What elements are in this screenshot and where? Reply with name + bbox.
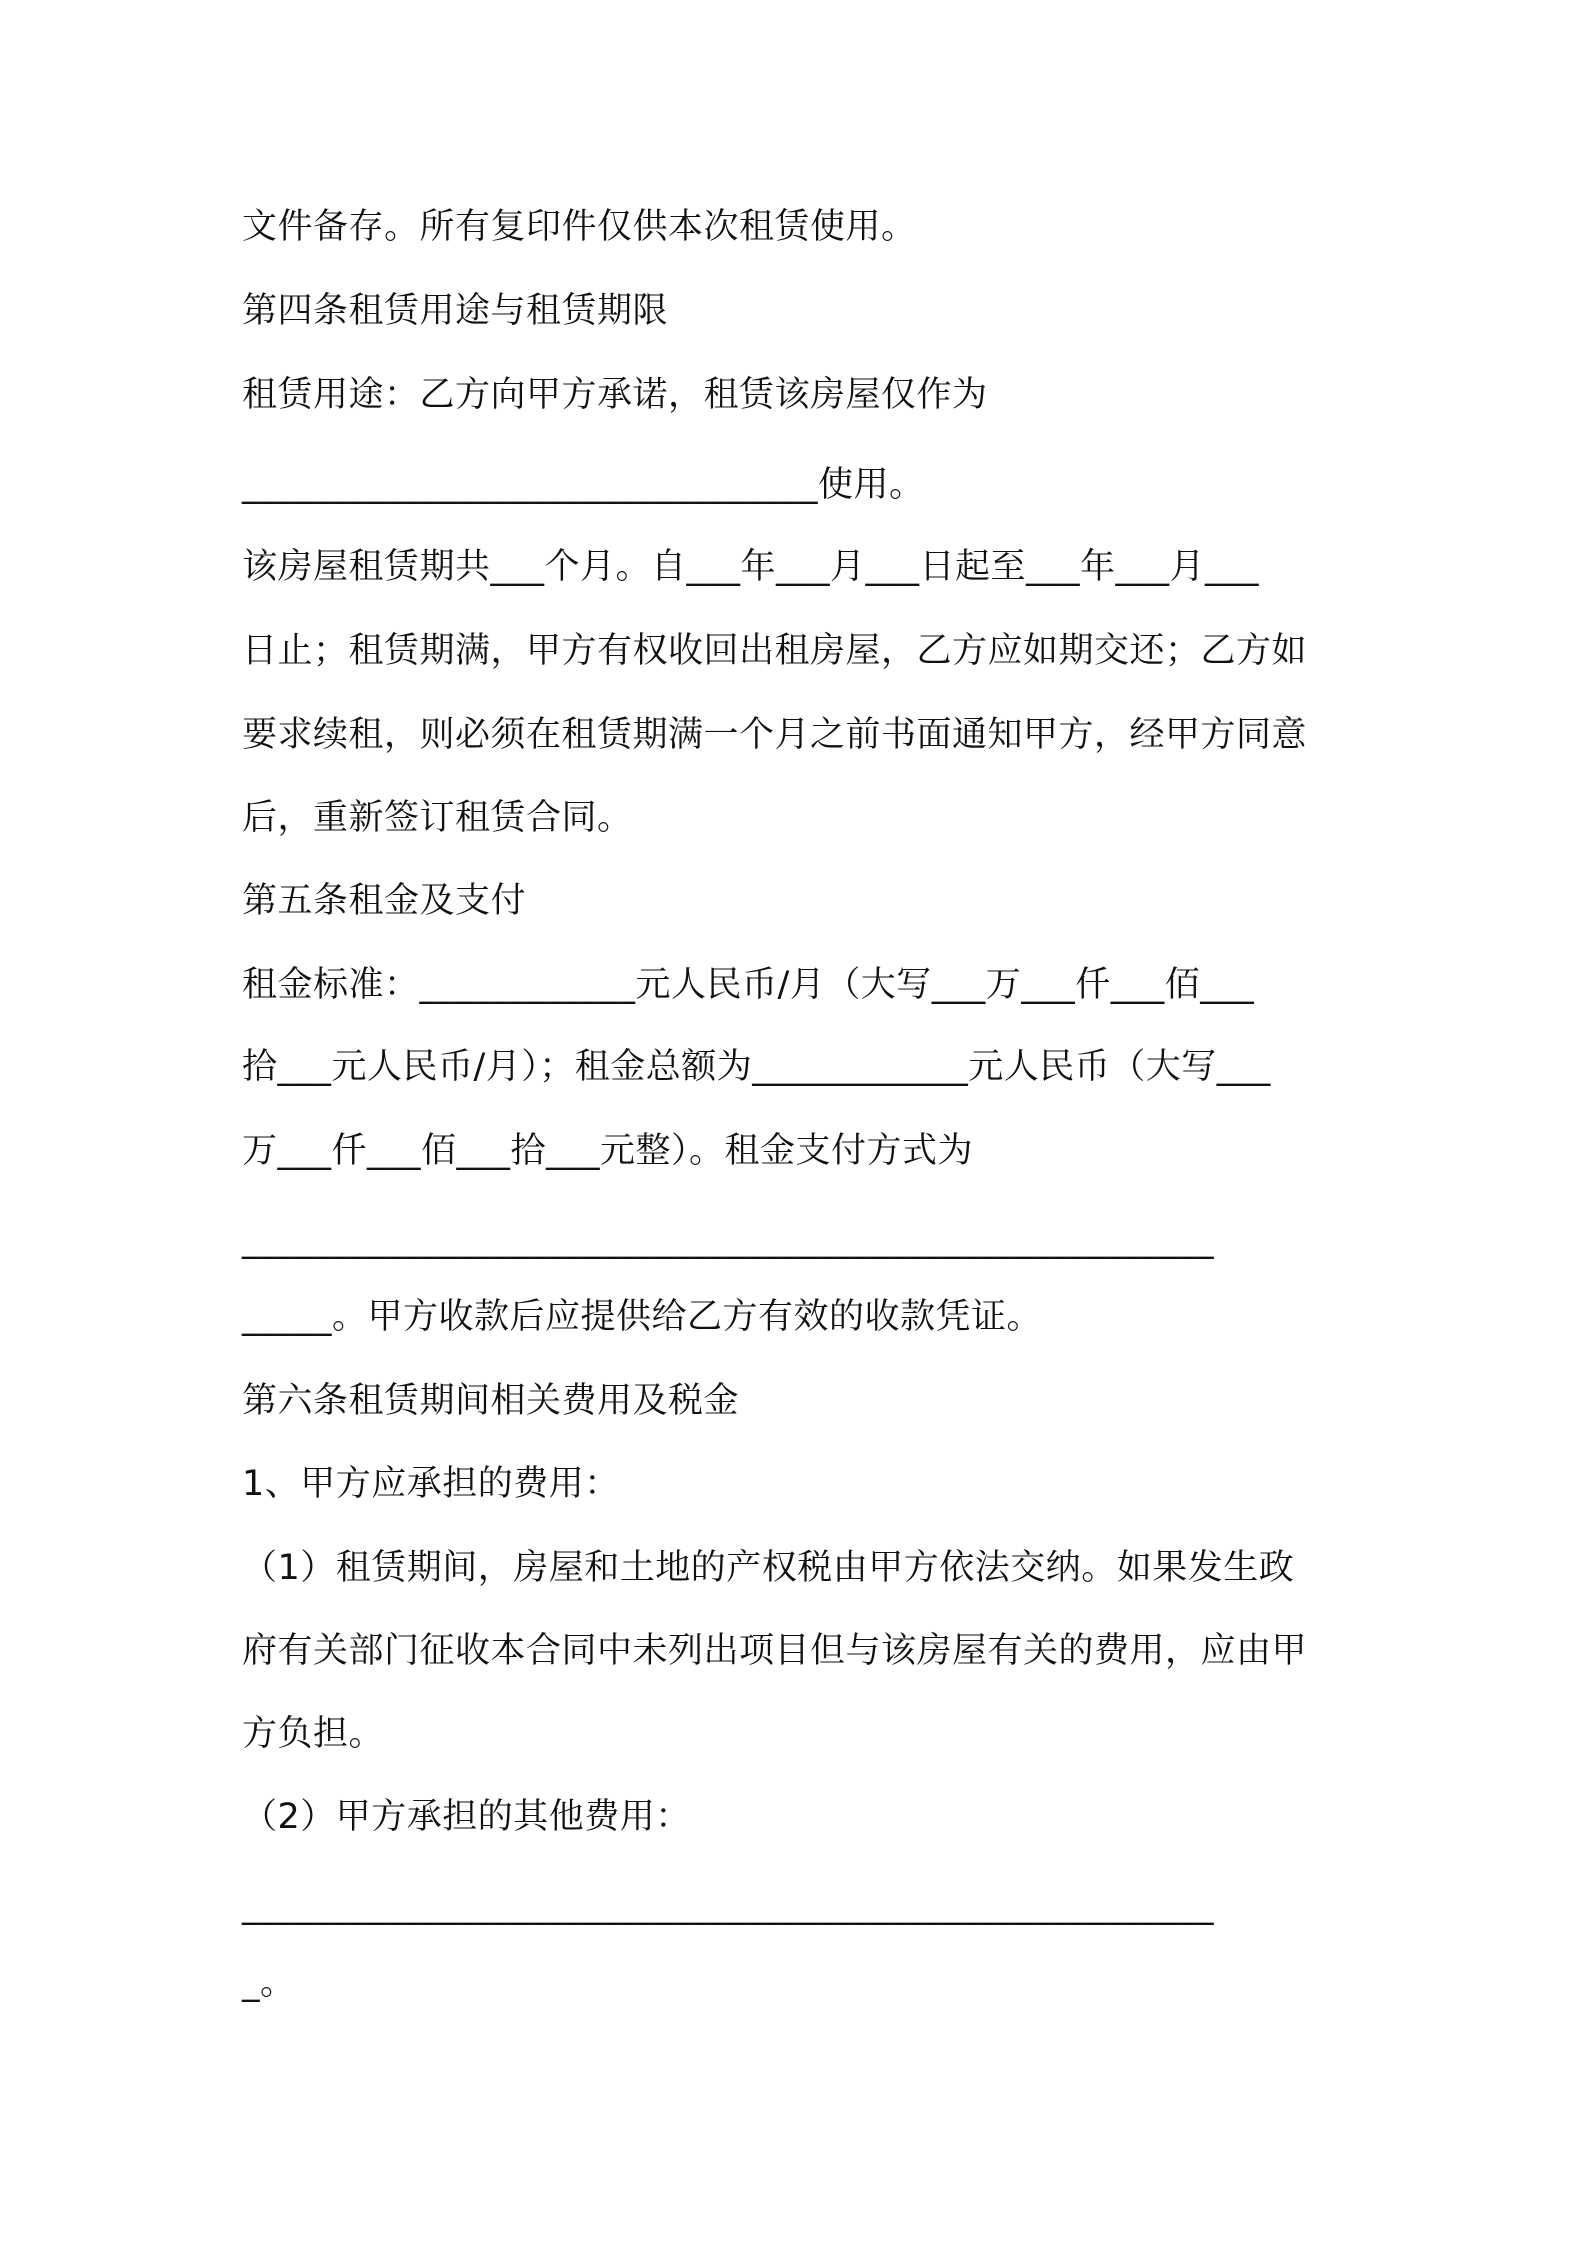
text-line: 万___仟___佰___拾___元整）。租金支付方式为 bbox=[242, 1131, 974, 1171]
text-line: （2）甲方承担的其他费用： bbox=[242, 1797, 691, 1837]
text-line: 拾___元人民币/月）；租金总额为____________元人民币（大写___ bbox=[242, 1047, 1271, 1087]
text-line: 该房屋租赁期共___个月。自___年___月___日起至___年___月___ bbox=[242, 547, 1260, 587]
text-line: （1）租赁期间，房屋和土地的产权税由甲方依法交纳。如果发生政 bbox=[242, 1548, 1295, 1588]
text-line: _。 bbox=[242, 1963, 296, 2003]
text-line: 文件备存。所有复印件仅供本次租赁使用。 bbox=[242, 207, 917, 247]
blank-line: ______________________________________________________ bbox=[242, 1220, 1214, 1260]
text-line: 后，重新签订租赁合同。 bbox=[242, 798, 633, 838]
text-line: 1、甲方应承担的费用： bbox=[242, 1464, 620, 1504]
text-line: 要求续租，则必须在租赁期满一个月之前书面通知甲方，经甲方同意 bbox=[242, 715, 1308, 755]
text-line: _____。甲方收款后应提供给乙方有效的收款凭证。 bbox=[242, 1297, 1043, 1337]
text-line: 府有关部门征收本合同中未列出项目但与该房屋有关的费用，应由甲 bbox=[242, 1631, 1308, 1671]
section-heading: 第六条租赁期间相关费用及税金 bbox=[242, 1381, 740, 1421]
section-heading: 第五条租金及支付 bbox=[242, 881, 527, 921]
text-line: 方负担。 bbox=[242, 1714, 385, 1754]
blank-line: ______________________________________________________ bbox=[242, 1886, 1214, 1926]
section-heading: 第四条租赁用途与租赁期限 bbox=[242, 291, 669, 331]
text-line: 日止；租赁期满，甲方有权收回出租房屋，乙方应如期交还；乙方如 bbox=[242, 631, 1308, 671]
text-line: ________________________________使用。 bbox=[242, 465, 925, 505]
text-line: 租金标准：____________元人民币/月（大写___万___仟___佰___ bbox=[242, 965, 1255, 1005]
text-line: 租赁用途：乙方向甲方承诺，租赁该房屋仅作为 bbox=[242, 375, 988, 415]
